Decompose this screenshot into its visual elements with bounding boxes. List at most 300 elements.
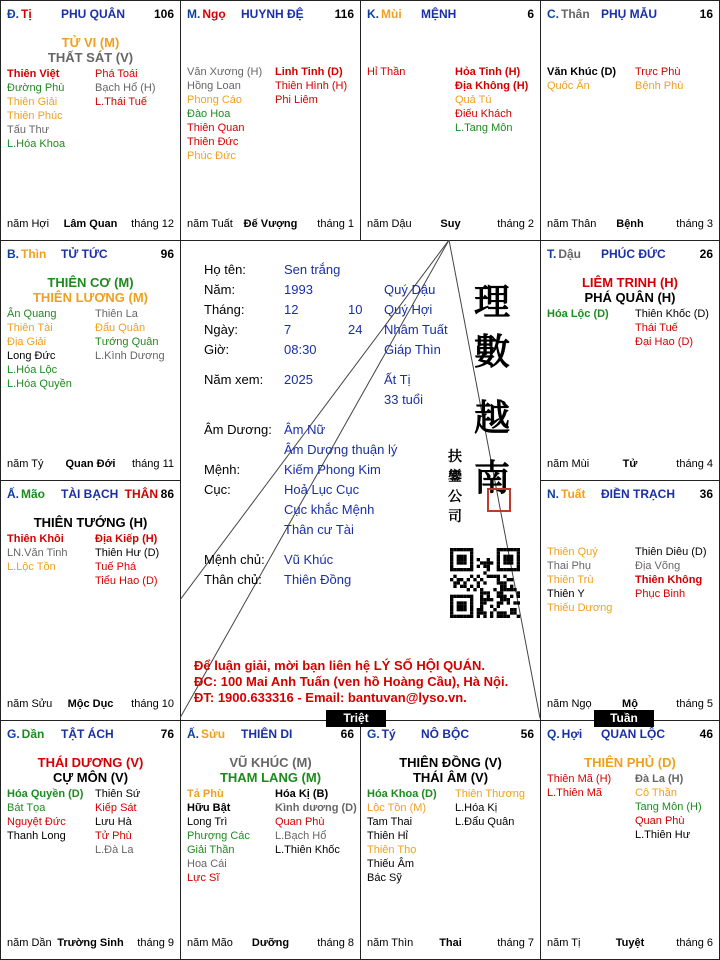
minor-star: Lưu Hà	[95, 816, 132, 828]
minor-star: Thiên Tài	[7, 322, 53, 334]
stars-right	[95, 307, 165, 363]
minor-star: Thiên Hình (H)	[275, 80, 348, 92]
minor-star: Ân Quang	[7, 308, 57, 320]
calligraphy-side-2: 鑾	[448, 469, 462, 485]
minor-star: Thai Phụ	[547, 560, 592, 572]
minor-star: Thiên Khốc (D)	[635, 308, 709, 320]
stars-right	[275, 65, 347, 107]
stars-left	[367, 65, 405, 79]
palace-header	[7, 487, 174, 503]
palace-number: 46	[699, 727, 713, 741]
minor-star: Long Trì	[187, 816, 228, 828]
stars-left	[187, 787, 250, 885]
palace-footer	[7, 458, 174, 472]
minor-star: Thiên Quý	[547, 546, 598, 558]
palace-header	[7, 7, 174, 23]
label-menh: Mệnh:	[204, 462, 241, 477]
minor-star: Tử Phù	[95, 830, 132, 842]
palace-age: năm Dậu	[367, 218, 412, 230]
minor-star: L.Bạch Hổ	[275, 830, 327, 842]
contact-line-1: Để luận giải, mời bạn liên hệ LÝ SỐ HỘI QUÁN.	[194, 658, 485, 673]
calligraphy-3: 越	[474, 397, 511, 439]
palace-than	[540, 0, 720, 241]
palace-age: năm Mùi	[547, 458, 590, 470]
minor-star: Thiên Sứ	[95, 788, 141, 800]
palace-can: T.	[547, 247, 557, 261]
minor-star: Hóa Khoa (D)	[367, 788, 437, 800]
value-hour: 08:30	[284, 342, 317, 357]
minor-star: L.Hóa Quyền	[7, 378, 72, 390]
minor-star: L.Thái Tuế	[95, 96, 147, 108]
stars-right	[635, 307, 709, 349]
minor-star: Đại Hao (D)	[635, 336, 694, 348]
stars-left	[367, 787, 437, 885]
minor-star: Giải Thần	[187, 844, 235, 856]
minor-star: Hóa Quyền (D)	[7, 788, 84, 800]
minor-star: Địa Kiếp (H)	[95, 533, 158, 545]
palace-stage: Thai	[439, 937, 462, 949]
palace-stage: Tử	[622, 458, 638, 470]
palace-header	[187, 7, 354, 23]
palace-suu	[180, 720, 361, 960]
palace-tuat	[540, 480, 720, 721]
palace-stage: Suy	[440, 218, 461, 230]
label-hour: Giờ:	[204, 342, 230, 357]
palace-chi: Tuất	[561, 487, 586, 501]
minor-star: Thiên Diêu (D)	[635, 546, 707, 558]
minor-star: Thiếu Dương	[547, 602, 613, 614]
palace-number: 36	[699, 487, 713, 501]
minor-star: Trực Phù	[635, 66, 681, 78]
minor-star: Bác Sỹ	[367, 872, 402, 884]
palace-footer	[7, 937, 174, 951]
value-day-canchi: Nhâm Tuất	[384, 322, 448, 337]
stars-right	[95, 67, 156, 109]
stars-left	[7, 67, 65, 151]
minor-star: Quan Phù	[635, 815, 685, 827]
minor-star: L.Lộc Tồn	[7, 561, 56, 573]
minor-star: Thái Tuế	[635, 322, 678, 334]
minor-star: Thiên Y	[547, 588, 585, 600]
palace-month: tháng 7	[497, 937, 534, 949]
main-star: PHÁ QUÂN (H)	[584, 290, 676, 305]
stars-right	[455, 65, 528, 135]
palace-stage: Trường Sinh	[57, 937, 124, 949]
calligraphy-4: 南	[474, 457, 511, 499]
main-star: THIÊN TƯỚNG (H)	[33, 515, 148, 530]
palace-chi: Hợi	[561, 727, 583, 741]
palace-age: năm Tuất	[187, 218, 233, 230]
palace-name: TẬT ÁCH	[61, 727, 114, 741]
label-day: Ngày:	[204, 322, 238, 337]
palace-name: TỬ TỨC	[61, 247, 108, 261]
minor-star: Hóa Lộc (D)	[547, 308, 609, 320]
than-marker: THÂN	[124, 487, 158, 501]
palace-name: PHỤ MẪU	[601, 7, 657, 21]
palace-can: G.	[367, 727, 380, 741]
value-day-lunar: 24	[348, 322, 363, 337]
palace-stage: Tuyệt	[615, 937, 645, 949]
palace-can: Ấ.	[187, 727, 199, 741]
minor-star: Thiếu Âm	[367, 858, 415, 870]
palace-footer	[7, 698, 174, 712]
minor-star: Đẩu Quân	[95, 322, 146, 334]
minor-star: Thanh Long	[7, 830, 66, 842]
palace-age: năm Sửu	[7, 698, 53, 710]
minor-star: Kình dương (D)	[275, 802, 357, 814]
palace-header	[367, 727, 534, 743]
palace-name: MỆNH	[421, 7, 457, 21]
palace-can: M.	[187, 7, 201, 21]
palace-number: 96	[160, 247, 174, 261]
stars-right	[95, 787, 140, 857]
label-than-chu: Thân chủ:	[204, 572, 262, 587]
palace-can: K.	[367, 7, 379, 21]
palace-age: năm Mão	[187, 937, 233, 949]
palace-footer	[367, 937, 534, 951]
minor-star: Thiên Hỉ	[367, 830, 408, 842]
calligraphy-side-1: 扶	[448, 449, 462, 465]
stars-left	[7, 532, 68, 574]
value-hour-canchi: Giáp Thìn	[384, 342, 441, 357]
main-star: THẤT SÁT (V)	[47, 50, 134, 65]
minor-star: Tuế Phá	[95, 561, 137, 573]
palace-number: 56	[520, 727, 534, 741]
palace-header	[547, 247, 713, 263]
minor-star: Hỉ Thần	[367, 66, 406, 78]
minor-star: Quốc Ấn	[547, 80, 590, 92]
palace-name: HUYNH ĐỆ	[241, 7, 304, 21]
calligraphy-2: 數	[474, 331, 511, 373]
main-star: THIÊN PHỦ (D)	[584, 755, 676, 770]
minor-star: Tang Môn (H)	[635, 801, 702, 813]
minor-star: Địa Không (H)	[455, 80, 529, 92]
center-info-panel	[180, 240, 540, 720]
palace-name: PHÚC ĐỨC	[601, 247, 666, 261]
minor-star: Tam Thai	[367, 816, 413, 828]
main-star: THIÊN ĐỒNG (V)	[399, 755, 502, 770]
minor-star: Văn Xương (H)	[187, 66, 263, 78]
palace-month: tháng 8	[317, 937, 354, 949]
minor-star: Thiên Không	[635, 574, 703, 586]
minor-star: L.Thiên Khốc	[275, 844, 340, 856]
minor-star: Hữu Bật	[187, 802, 231, 814]
minor-star: Thiên Trù	[547, 574, 594, 586]
value-cuc-3: Thân cư Tài	[284, 522, 354, 537]
minor-star: Hoa Cái	[187, 858, 227, 870]
palace-dan	[0, 720, 181, 960]
palace-age: năm Tị	[547, 937, 581, 949]
value-year-canchi: Quý Dậu	[384, 282, 436, 297]
palace-header	[547, 727, 713, 743]
value-month: 12	[284, 302, 299, 317]
main-star: CỰ MÔN (V)	[52, 770, 129, 785]
palace-can: B.	[7, 247, 19, 261]
palace-name: PHU QUÂN	[61, 7, 126, 21]
minor-star: Phượng Các	[187, 830, 250, 842]
palace-stage: Lâm Quan	[63, 218, 118, 230]
stars-left	[7, 307, 72, 391]
stars-right	[635, 65, 683, 93]
minor-star: LN.Văn Tinh	[7, 547, 68, 559]
stars-left	[547, 65, 616, 93]
palace-mao	[0, 480, 181, 721]
palace-month: tháng 11	[131, 458, 174, 470]
palace-stage: Bệnh	[616, 218, 644, 230]
minor-star: Thiên Đức	[187, 136, 239, 148]
minor-star: Đào Hoa	[187, 108, 231, 120]
minor-star: Nguyệt Đức	[7, 816, 66, 828]
main-star: TỬ VI (M)	[61, 35, 120, 50]
value-view-year: 2025	[284, 372, 313, 387]
palace-chi: Thân	[561, 7, 590, 21]
minor-star: Thiên La	[95, 308, 138, 320]
palace-footer	[547, 937, 713, 951]
minor-star: Linh Tinh (D)	[275, 66, 343, 78]
palace-can: G.	[7, 727, 20, 741]
minor-star: Thiên Việt	[7, 68, 60, 80]
palace-month: tháng 10	[131, 698, 174, 710]
palace-chi: Thìn	[21, 247, 47, 261]
stars-right	[455, 787, 525, 829]
main-star: LIÊM TRINH (H)	[581, 275, 679, 290]
minor-star: Đường Phù	[7, 82, 65, 94]
minor-star: L.Đà La	[95, 844, 134, 856]
stars-right	[635, 772, 702, 842]
minor-star: Phi Liêm	[275, 94, 318, 106]
triet-tag: Triệt	[326, 710, 386, 727]
minor-star: Địa Võng	[635, 560, 681, 572]
palace-month: tháng 6	[676, 937, 713, 949]
minor-star: Phúc Đức	[187, 150, 236, 162]
stars-left	[547, 545, 612, 615]
minor-star: Quả Tú	[455, 94, 492, 106]
palace-age: năm Thìn	[367, 937, 414, 949]
palace-header	[367, 7, 534, 23]
palace-number: 106	[153, 7, 174, 21]
palace-can: N.	[547, 487, 559, 501]
tuan-tag: Tuần	[594, 710, 654, 727]
value-month-lunar: 10	[348, 302, 363, 317]
minor-star: Thiên Hư (D)	[95, 547, 160, 559]
palace-footer	[7, 218, 174, 232]
palace-footer	[187, 937, 354, 951]
minor-star: Hồng Loan	[187, 80, 241, 92]
stars-right	[275, 787, 357, 857]
minor-star: Điếu Khách	[455, 108, 512, 120]
palace-number: 86	[160, 487, 174, 501]
minor-star: L.Hóa Kị	[455, 802, 498, 814]
label-year: Năm:	[204, 282, 236, 297]
main-star: THIÊN LƯƠNG (M)	[32, 290, 149, 305]
label-view-year: Năm xem:	[204, 372, 264, 387]
palace-name: ĐIỀN TRẠCH	[601, 487, 675, 501]
palace-footer	[187, 218, 354, 232]
palace-ti	[0, 0, 181, 241]
minor-star: Địa Giải	[7, 336, 47, 348]
stars-left	[547, 307, 609, 321]
value-view-canchi: Ất Tị	[384, 372, 411, 387]
palace-number: 66	[340, 727, 354, 741]
minor-star: Bệnh Phù	[635, 80, 684, 92]
palace-footer	[547, 458, 713, 472]
label-name: Họ tên:	[204, 262, 246, 277]
palace-age: năm Hợi	[7, 218, 50, 230]
minor-star: Thiên Phúc	[7, 110, 63, 122]
palace-month: tháng 5	[676, 698, 713, 710]
palace-number: 76	[160, 727, 174, 741]
palace-number: 26	[699, 247, 713, 261]
label-menh-chu: Mệnh chủ:	[204, 552, 265, 567]
palace-month: tháng 12	[131, 218, 174, 230]
stars-right	[635, 545, 707, 601]
minor-star: L.Thiên Hư	[635, 829, 691, 841]
palace-header	[547, 7, 713, 23]
palace-chi: Tị	[21, 7, 32, 21]
minor-star: Phong Cáo	[187, 94, 243, 106]
palace-name: TÀI BẠCH	[61, 487, 119, 501]
minor-star: Thiên Mã (H)	[547, 773, 612, 785]
label-month: Tháng:	[204, 302, 245, 317]
palace-month: tháng 3	[676, 218, 713, 230]
main-star: THÁI ÂM (V)	[412, 770, 489, 785]
palace-stage: Quan Đới	[65, 458, 116, 470]
value-year: 1993	[284, 282, 313, 297]
palace-age: năm Thân	[547, 218, 597, 230]
palace-header	[547, 487, 713, 503]
stars-right	[95, 532, 159, 588]
minor-star: L.Hóa Lộc	[7, 364, 58, 376]
minor-star: Tiểu Hao (D)	[95, 575, 158, 587]
main-star: THAM LANG (M)	[219, 770, 322, 785]
minor-star: Tướng Quân	[95, 336, 159, 348]
palace-chi: Sửu	[201, 727, 226, 741]
minor-star: L.Hóa Khoa	[7, 138, 66, 150]
stars-left	[547, 772, 611, 800]
palace-age: năm Ngọ	[547, 698, 592, 710]
minor-star: Hỏa Tinh (H)	[455, 66, 521, 78]
value-cuc: Hoả Lục Cục	[284, 482, 360, 497]
value-amduong: Âm Nữ	[284, 422, 326, 437]
value-day: 7	[284, 322, 292, 337]
minor-star: Bạch Hổ (H)	[95, 82, 156, 94]
calligraphy-side-3: 公	[448, 489, 462, 505]
palace-stage: Đế Vượng	[243, 218, 298, 230]
palace-chi: Mão	[21, 487, 45, 501]
palace-month: tháng 1	[317, 218, 354, 230]
minor-star: Thiên Giải	[7, 96, 58, 108]
palace-name: QUAN LỘC	[601, 727, 665, 741]
palace-chi: Tý	[381, 727, 396, 741]
palace-hoi	[540, 720, 720, 960]
palace-header	[7, 247, 174, 263]
palace-name: NÔ BỘC	[421, 727, 469, 741]
palace-stage: Dưỡng	[251, 937, 290, 949]
minor-star: L.Thiên Mã	[547, 787, 603, 799]
minor-star: Phục Binh	[635, 588, 686, 600]
minor-star: Tả Phù	[187, 788, 224, 800]
palace-chi: Mùi	[381, 7, 402, 21]
main-star: THIÊN CƠ (M)	[47, 275, 134, 290]
minor-star: Kiếp Sát	[95, 802, 137, 814]
palace-mui	[360, 0, 541, 241]
palace-number: 16	[699, 7, 713, 21]
palace-chi: Dậu	[558, 247, 582, 261]
calligraphy-1: 理	[474, 281, 511, 323]
palace-stage: Mộ	[622, 698, 638, 710]
minor-star: Long Đức	[7, 350, 56, 362]
palace-stage: Mộc Dục	[67, 698, 114, 710]
label-amduong: Âm Dương:	[204, 422, 272, 437]
palace-dau	[540, 240, 720, 481]
minor-star: L.Tang Môn	[455, 122, 513, 134]
value-name: Sen trắng	[284, 262, 341, 277]
palace-can: C.	[547, 7, 559, 21]
palace-ngo	[180, 0, 361, 241]
value-menh: Kiếm Phong Kim	[284, 462, 381, 477]
red-seal-icon	[487, 488, 511, 512]
palace-footer	[547, 218, 713, 232]
minor-star: Tấu Thư	[7, 124, 50, 136]
palace-age: năm Tý	[7, 458, 44, 470]
palace-month: tháng 9	[137, 937, 174, 949]
minor-star: Quan Phù	[275, 816, 325, 828]
value-menh-chu: Vũ Khúc	[284, 552, 334, 567]
minor-star: Bát Tọa	[7, 802, 46, 814]
palace-can: Ấ.	[7, 487, 19, 501]
minor-star: Cô Thần	[635, 787, 677, 799]
stars-left	[187, 65, 262, 163]
palace-name: THIÊN DI	[241, 727, 293, 741]
minor-star: L.Đẩu Quân	[455, 816, 515, 828]
value-amduong-2: Âm Dương thuận lý	[284, 442, 398, 457]
palace-header	[7, 727, 174, 743]
label-cuc: Cục:	[204, 482, 231, 497]
minor-star: Thiên Thọ	[367, 844, 417, 856]
value-age: 33 tuổi	[384, 392, 424, 407]
value-cuc-2: Cục khắc Mệnh	[284, 502, 375, 517]
palace-chi: Ngọ	[202, 7, 226, 21]
main-star: VŨ KHÚC (M)	[229, 755, 312, 770]
stars-left	[7, 787, 83, 843]
minor-star: Lộc Tồn (M)	[367, 802, 427, 814]
contact-line-2: ĐC: 100 Mai Anh Tuấn (ven hồ Hoàng Cầu), Hà Nội.	[194, 674, 509, 689]
minor-star: Lực Sĩ	[187, 872, 220, 884]
main-star: THÁI DƯƠNG (V)	[37, 755, 144, 770]
palace-month: tháng 4	[676, 458, 713, 470]
minor-star: Thiên Quan	[187, 122, 245, 134]
minor-star: L.Kình Dương	[95, 350, 165, 362]
minor-star: Thiên Khôi	[7, 533, 64, 545]
palace-number: 116	[334, 7, 354, 21]
palace-month: tháng 2	[497, 218, 534, 230]
qr-code-icon[interactable]	[450, 548, 520, 618]
palace-number: 6	[527, 7, 534, 21]
palace-header	[187, 727, 354, 743]
palace-ty	[360, 720, 541, 960]
value-month-canchi: Quý Hợi	[384, 302, 433, 317]
minor-star: Đà La (H)	[635, 773, 684, 785]
palace-thin	[0, 240, 181, 481]
palace-can: Đ.	[7, 7, 19, 21]
minor-star: Phá Toái	[95, 68, 138, 80]
minor-star: Văn Khúc (D)	[547, 66, 617, 78]
calligraphy-side-4: 司	[448, 509, 462, 525]
palace-chi: Dần	[21, 727, 45, 741]
value-than-chu: Thiên Đồng	[284, 572, 352, 587]
palace-footer	[367, 218, 534, 232]
minor-star: Hóa Kị (B)	[275, 788, 329, 800]
